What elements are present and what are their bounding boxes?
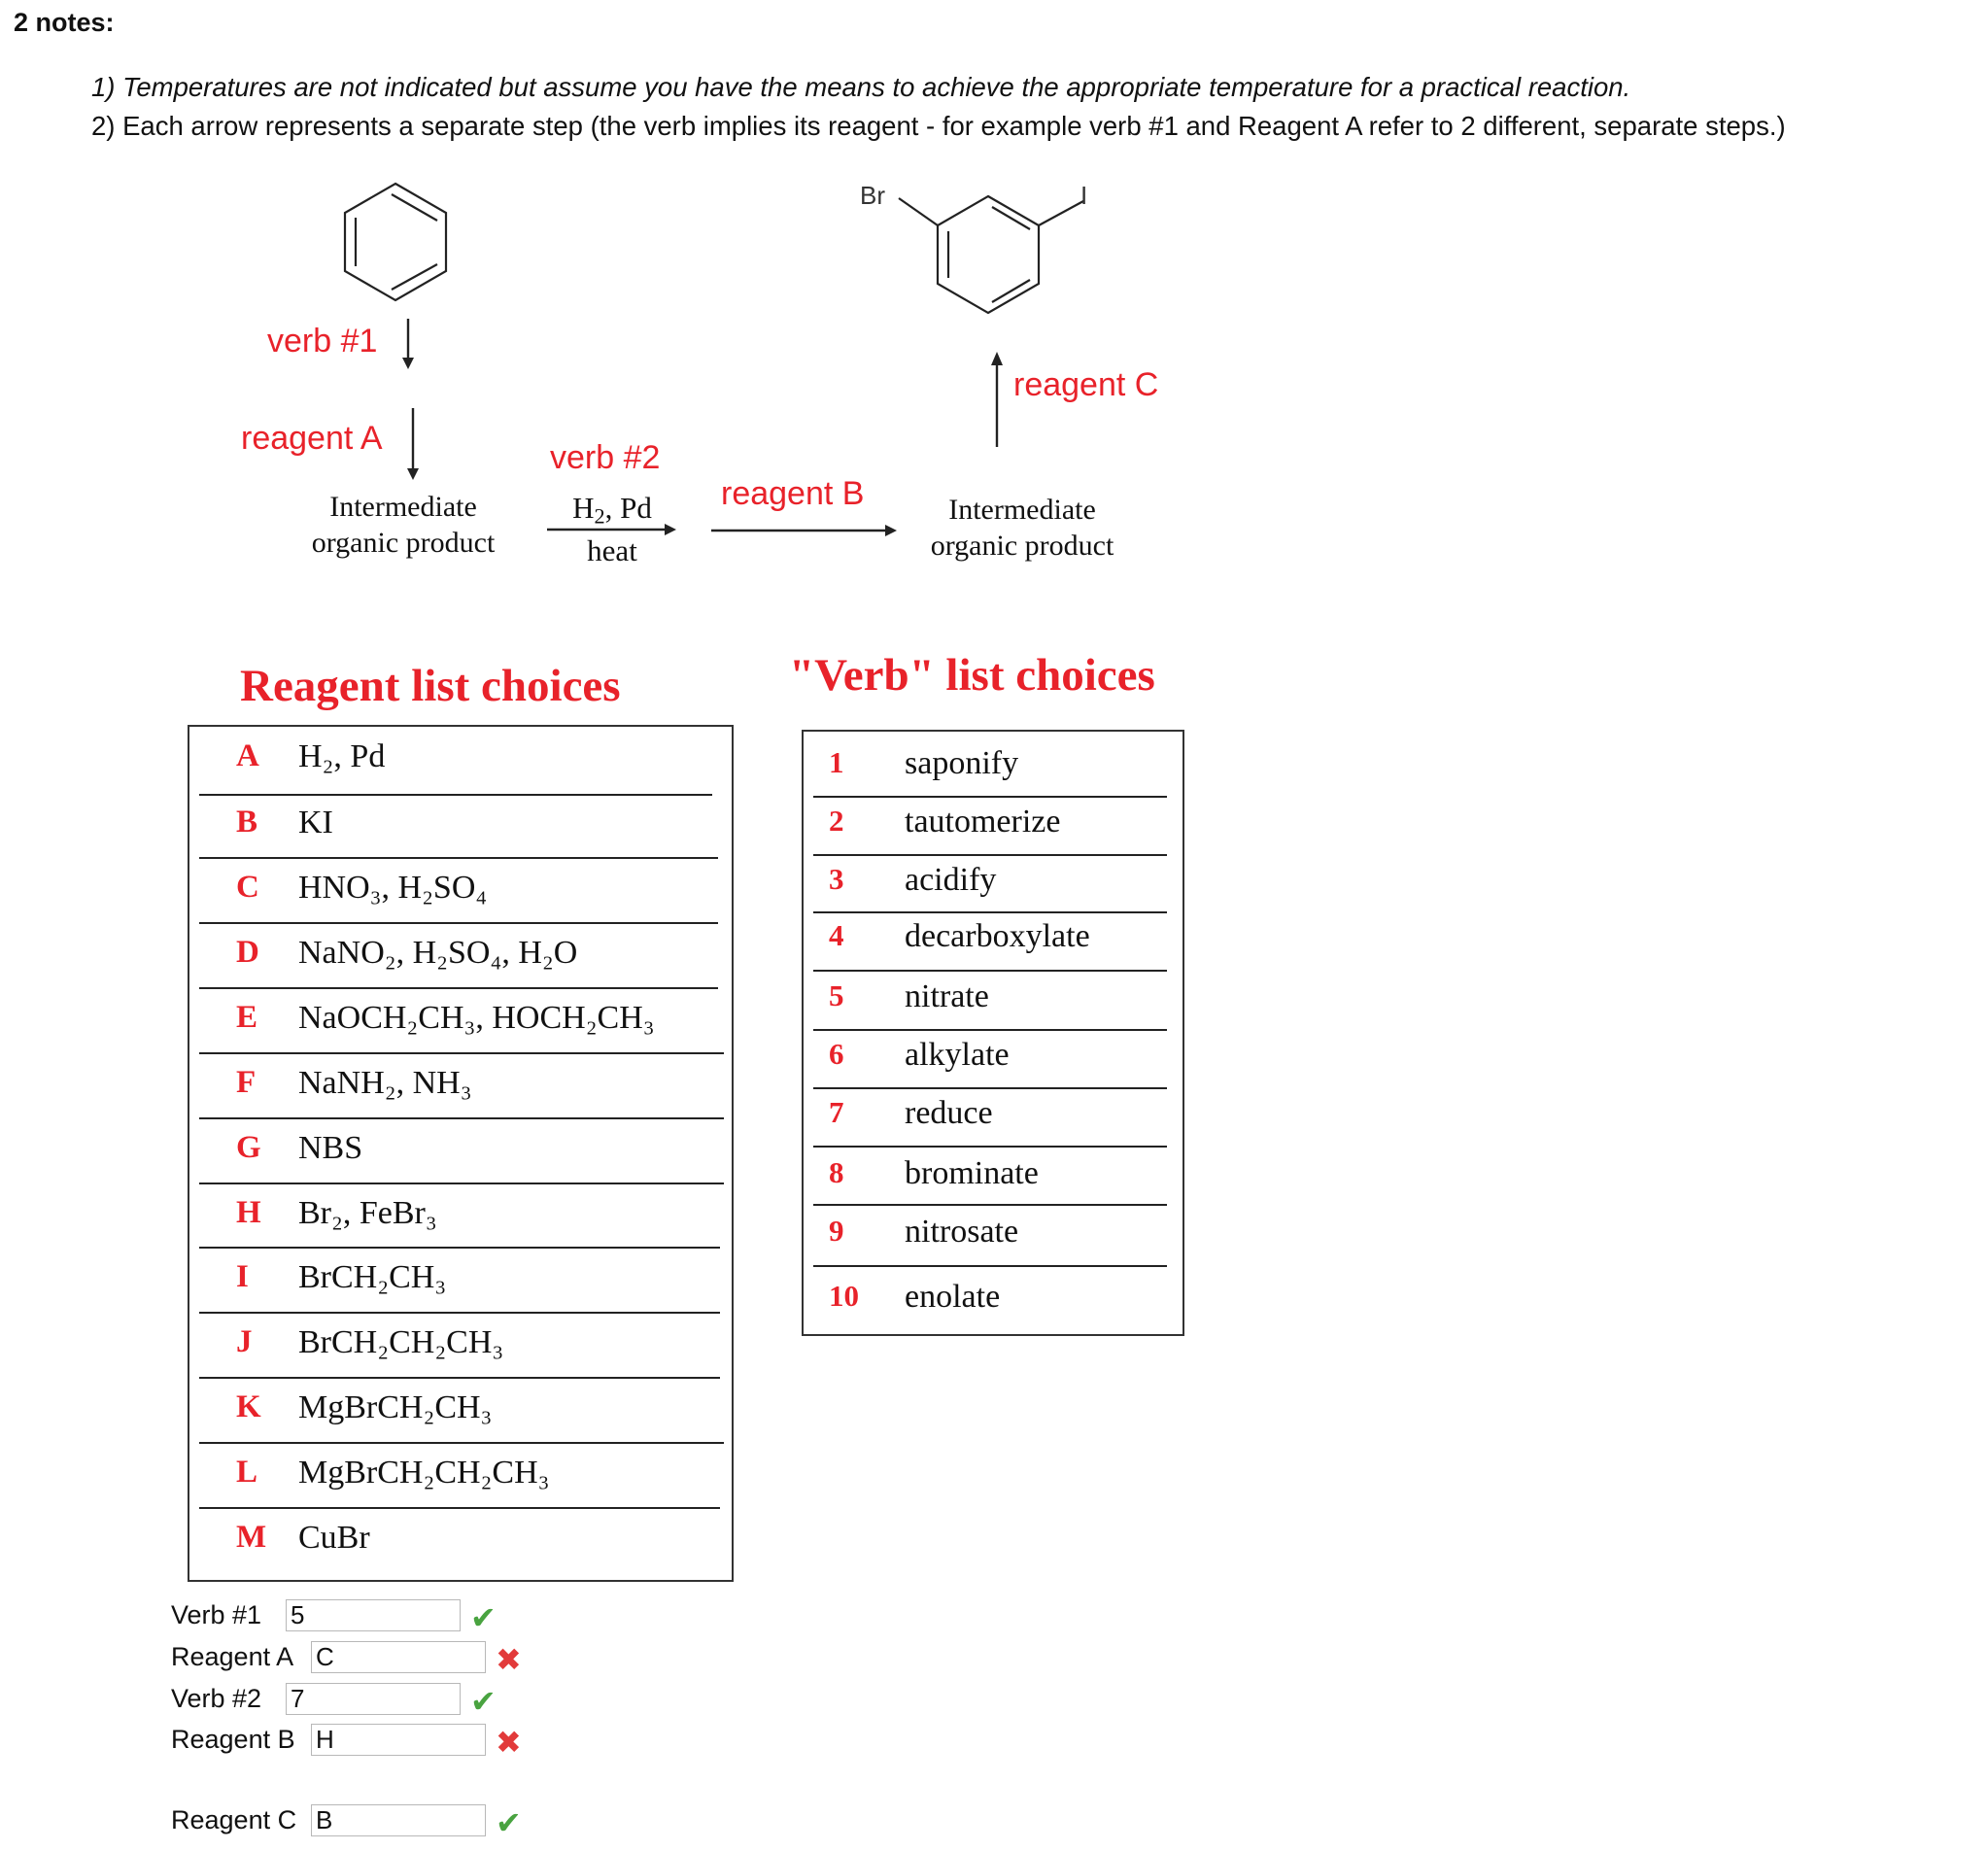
- reagent-formula: BrCH₂CH₂CH₃: [298, 1324, 504, 1360]
- answer-label-verb2: Verb #2: [171, 1684, 262, 1713]
- reagent-letter: F: [236, 1065, 257, 1100]
- notes-title: 2 notes:: [14, 8, 115, 37]
- verb-number: 3: [829, 862, 844, 896]
- verb1-label: verb #1: [267, 323, 378, 360]
- verb-number: 2: [829, 804, 844, 838]
- reagent-row: [189, 1313, 732, 1377]
- reagent-letter: C: [236, 870, 259, 905]
- reagentA-label: reagent A: [241, 420, 383, 457]
- intermediate-2-line1: Intermediate: [948, 494, 1096, 526]
- reagent-formula: MgBrCH₂CH₂CH₃: [298, 1455, 550, 1491]
- intermediate-2: [910, 492, 1134, 564]
- reagentB-label: reagent B: [721, 475, 865, 512]
- reagent-letter: A: [236, 738, 259, 773]
- reagent-row: [189, 858, 732, 922]
- verb1-input[interactable]: [286, 1599, 461, 1631]
- reagent-letter: E: [236, 1000, 258, 1035]
- reagent-formula: MgBrCH₂CH₃: [298, 1389, 493, 1425]
- reagent-formula: CuBr: [298, 1520, 370, 1556]
- reagentB-input[interactable]: [311, 1724, 486, 1756]
- row-divider: [813, 1087, 1167, 1089]
- verb-text: saponify: [905, 745, 1019, 781]
- verb2-label: verb #2: [550, 439, 661, 476]
- reagentC-input[interactable]: [311, 1804, 486, 1836]
- reagent-formula: NBS: [298, 1130, 363, 1166]
- verb-text: tautomerize: [905, 804, 1061, 840]
- verb-text: nitrate: [905, 978, 989, 1014]
- reagent-letter: G: [236, 1130, 261, 1165]
- verb-number: 5: [829, 978, 844, 1012]
- row-divider: [813, 854, 1167, 856]
- c-br-bond: [899, 198, 938, 225]
- verb-number: 7: [829, 1095, 844, 1129]
- verb2-heat: heat: [587, 533, 637, 567]
- benzene-structure: [345, 184, 446, 300]
- answer-label-reagentA: Reagent A: [171, 1642, 294, 1671]
- verb-text: nitrosate: [905, 1214, 1019, 1250]
- verb-number: 1: [829, 745, 844, 779]
- reagent-formula: NaNO₂, H₂SO₄, H₂O: [298, 935, 578, 971]
- row-divider: [813, 970, 1167, 972]
- answer-label-reagentB: Reagent B: [171, 1725, 295, 1754]
- verb-text: brominate: [905, 1155, 1039, 1191]
- reagent-row: [189, 1443, 732, 1507]
- answer-label-reagentC: Reagent C: [171, 1805, 297, 1834]
- reagent-letter: H: [236, 1195, 261, 1230]
- intermediate-2-line2: organic product: [930, 530, 1114, 562]
- verb-text: acidify: [905, 862, 997, 898]
- verb-text: enolate: [905, 1279, 1001, 1315]
- reagent-letter: I: [236, 1259, 249, 1294]
- cond-rest: , Pd: [604, 491, 652, 525]
- verb-number: 10: [829, 1279, 859, 1313]
- verb-number: 9: [829, 1214, 844, 1248]
- row-divider: [813, 1265, 1167, 1267]
- reagent-row: [189, 793, 732, 857]
- reagent-row: [189, 1508, 732, 1572]
- iodine-label: I: [1080, 181, 1088, 210]
- verb-text: alkylate: [905, 1037, 1010, 1073]
- product-ring: [899, 196, 1083, 313]
- reagentA-input[interactable]: [311, 1641, 486, 1673]
- reagentC-label: reagent C: [1013, 366, 1159, 403]
- reagent-row: [189, 1118, 732, 1183]
- row-divider: [813, 796, 1167, 798]
- answer-label-verb1: Verb #1: [171, 1600, 262, 1629]
- cond-sub: 2: [594, 503, 605, 529]
- reagent-formula: BrCH₂CH₃: [298, 1259, 447, 1295]
- reagent-letter: B: [236, 805, 258, 840]
- reagent-letter: J: [236, 1324, 253, 1359]
- intermediate-1: [291, 489, 515, 561]
- verb2-input[interactable]: [286, 1683, 461, 1715]
- reagent-row: [189, 988, 732, 1052]
- reagent-letter: D: [236, 935, 259, 970]
- row-divider: [813, 1029, 1167, 1031]
- verb-number: 6: [829, 1037, 844, 1071]
- reagent-row: [189, 1183, 732, 1248]
- verb-list-heading: "Verb" list choices: [789, 650, 1155, 701]
- reagent-formula: Br₂, FeBr₃: [298, 1195, 437, 1231]
- reagent-letter: L: [236, 1455, 258, 1490]
- reagent-list-heading: Reagent list choices: [240, 661, 621, 711]
- intermediate-1-line1: Intermediate: [329, 491, 477, 523]
- verb-text: reduce: [905, 1095, 993, 1131]
- verb-table: [802, 730, 1184, 1336]
- c-i-bond: [1039, 201, 1083, 225]
- reagent-row: [189, 1378, 732, 1442]
- reagent-row: [189, 1248, 732, 1312]
- verb2-conditions: [549, 491, 675, 530]
- reagent-formula: NaNH₂, NH₃: [298, 1065, 472, 1101]
- row-divider: [813, 1204, 1167, 1206]
- verb-number: 8: [829, 1155, 844, 1189]
- reagent-formula: H₂, Pd: [298, 738, 386, 774]
- verb-number: 4: [829, 918, 844, 952]
- row-divider: [813, 911, 1167, 913]
- reagent-table: [188, 725, 734, 1582]
- reagent-row: [189, 727, 732, 791]
- reagent-formula: HNO₃, H₂SO₄: [298, 870, 488, 906]
- verb-text: decarboxylate: [905, 918, 1090, 954]
- reagent-row: [189, 923, 732, 987]
- reagent-formula: NaOCH₂CH₃, HOCH₂CH₃: [298, 1000, 655, 1036]
- note-1: 1) Temperatures are not indicated but assume you have the means to achieve the appropriate temperature for a practical reaction.: [91, 72, 1631, 102]
- reagent-letter: M: [236, 1520, 267, 1555]
- reagent-row: [189, 1053, 732, 1117]
- reagent-formula: KI: [298, 805, 333, 840]
- cross-icon: ✖: [496, 1642, 522, 1677]
- cross-icon: ✖: [496, 1725, 522, 1760]
- reagent-letter: K: [236, 1389, 261, 1424]
- note-2: 2) Each arrow represents a separate step (the verb implies its reagent - for example verb #1 and Reagent A refer to 2 different, separate steps.): [91, 111, 1786, 141]
- row-divider: [813, 1146, 1167, 1148]
- check-icon: ✔: [496, 1805, 522, 1840]
- intermediate-1-line2: organic product: [311, 527, 496, 559]
- cond-h: H: [572, 491, 595, 525]
- check-icon: ✔: [470, 1600, 497, 1635]
- check-icon: ✔: [470, 1684, 497, 1719]
- bromine-label: Br: [860, 181, 885, 210]
